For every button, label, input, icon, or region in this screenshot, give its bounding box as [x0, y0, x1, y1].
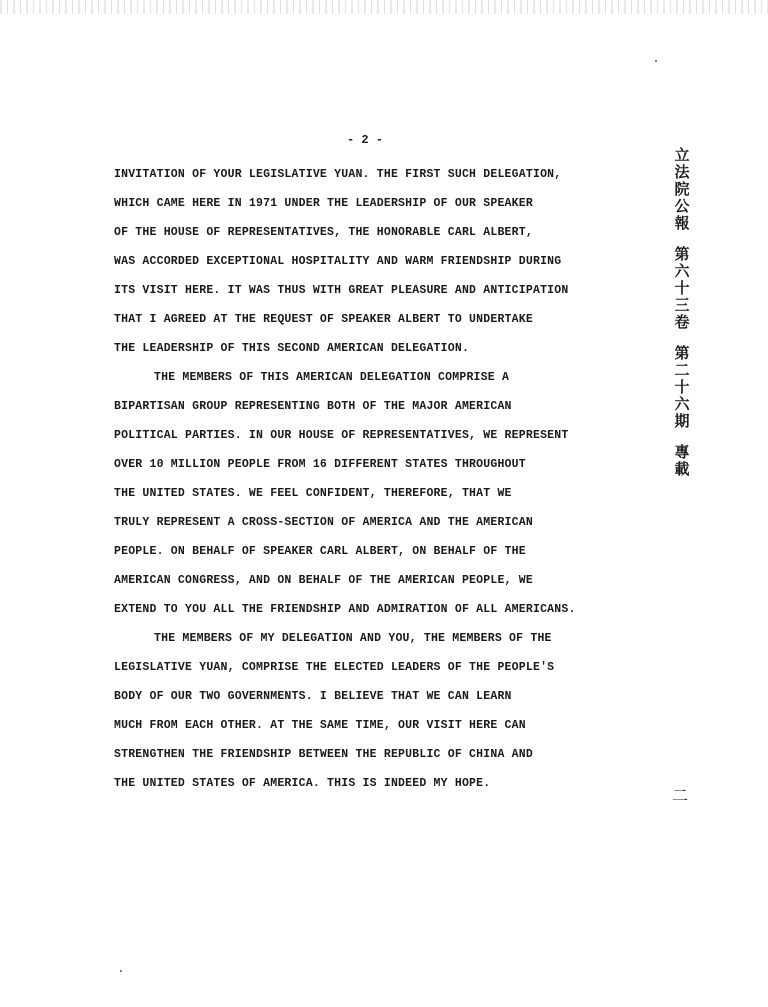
- text-line: THE UNITED STATES. WE FEEL CONFIDENT, THEREFORE, THAT WE: [114, 487, 512, 500]
- text-line: MUCH FROM EACH OTHER. AT THE SAME TIME, OUR VISIT HERE CAN: [114, 719, 526, 732]
- text-line: AMERICAN CONGRESS, AND ON BEHALF OF THE AMERICAN PEOPLE, WE: [114, 574, 533, 587]
- side-volume: 第 六 十 三 卷: [674, 245, 690, 331]
- side-issue: 第 二 十 六 期: [674, 344, 690, 430]
- text-line: BODY OF OUR TWO GOVERNMENTS. I BELIEVE THAT WE CAN LEARN: [114, 690, 512, 703]
- text-line: BIPARTISAN GROUP REPRESENTING BOTH OF THE MAJOR AMERICAN: [114, 400, 512, 413]
- side-publication: 立 法 院 公 報: [674, 146, 690, 232]
- text-line: PEOPLE. ON BEHALF OF SPEAKER CARL ALBERT, ON BEHALF OF THE: [114, 545, 526, 558]
- text-line: LEGISLATIVE YUAN, COMPRISE THE ELECTED LEADERS OF THE PEOPLE'S: [114, 661, 555, 674]
- text-line: ITS VISIT HERE. IT WAS THUS WITH GREAT PLEASURE AND ANTICIPATION: [114, 284, 569, 297]
- text-line: THE LEADERSHIP OF THIS SECOND AMERICAN DELEGATION.: [114, 342, 470, 355]
- text-line: TRULY REPRESENT A CROSS-SECTION OF AMERICA AND THE AMERICAN: [114, 516, 533, 529]
- text-line: STRENGTHEN THE FRIENDSHIP BETWEEN THE REPUBLIC OF CHINA AND: [114, 748, 533, 761]
- page-number: - 2 -: [346, 133, 383, 147]
- text-line: EXTEND TO YOU ALL THE FRIENDSHIP AND ADMIRATION OF ALL AMERICANS.: [114, 603, 576, 616]
- text-line: OF THE HOUSE OF REPRESENTATIVES, THE HONORABLE CARL ALBERT,: [114, 226, 533, 239]
- text-line: THE MEMBERS OF THIS AMERICAN DELEGATION COMPRISE A: [154, 371, 510, 384]
- scan-speck: [655, 60, 657, 62]
- side-section: 專 載: [674, 443, 690, 478]
- document-body: [114, 160, 634, 798]
- side-page-number: 二: [671, 786, 688, 805]
- text-line: THE MEMBERS OF MY DELEGATION AND YOU, THE MEMBERS OF THE: [154, 632, 552, 645]
- text-line: OVER 10 MILLION PEOPLE FROM 16 DIFFERENT STATES THROUGHOUT: [114, 458, 526, 471]
- scan-edge-noise: [0, 0, 768, 14]
- text-line: POLITICAL PARTIES. IN OUR HOUSE OF REPRESENTATIVES, WE REPRESENT: [114, 429, 569, 442]
- text-line: WHICH CAME HERE IN 1971 UNDER THE LEADERSHIP OF OUR SPEAKER: [114, 197, 533, 210]
- text-line: THAT I AGREED AT THE REQUEST OF SPEAKER ALBERT TO UNDERTAKE: [114, 313, 533, 326]
- vertical-side-header: [670, 147, 694, 478]
- scan-speck: [120, 970, 122, 972]
- text-line: WAS ACCORDED EXCEPTIONAL HOSPITALITY AND WARM FRIENDSHIP DURING: [114, 255, 562, 268]
- text-line: INVITATION OF YOUR LEGISLATIVE YUAN. THE FIRST SUCH DELEGATION,: [114, 168, 562, 181]
- text-line: THE UNITED STATES OF AMERICA. THIS IS INDEED MY HOPE.: [114, 777, 491, 790]
